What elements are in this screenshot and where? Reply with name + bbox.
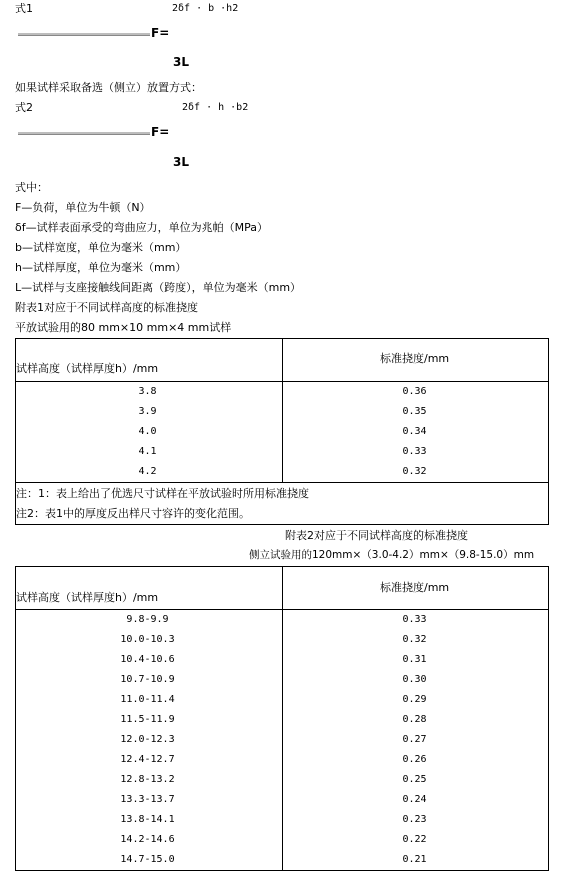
table2-cell-deflection: 0.32 <box>402 634 427 645</box>
table1-header-height: 试样高度（试样厚度h）/mm <box>16 362 159 375</box>
table2-cell-deflection: 0.30 <box>402 674 427 685</box>
table2-cell-deflection: 0.21 <box>402 854 427 865</box>
table2-cell-height: 12.8-13.2 <box>120 774 175 785</box>
table2-cell-deflection: 0.31 <box>402 654 427 665</box>
table1-subcaption: 平放试验用的80 mm×10 mm×4 mm试样 <box>15 321 232 334</box>
table2-cell-height: 14.7-15.0 <box>120 854 175 865</box>
table1-cell-deflection: 0.36 <box>402 386 427 397</box>
formula1-numerator: 2δf · b ·h2 <box>172 3 239 14</box>
formula1-f-label: F= <box>151 26 170 40</box>
definition-item: δf—试样表面承受的弯曲应力，单位为兆帕（MPa） <box>15 221 268 234</box>
table1-cell-deflection: 0.33 <box>402 446 427 457</box>
definition-item: b—试样宽度，单位为毫米（mm） <box>15 241 187 254</box>
table2-cell-height: 10.4-10.6 <box>120 654 175 665</box>
definition-item: h—试样厚度，单位为毫米（mm） <box>15 261 187 274</box>
table2-cell-height: 13.3-13.7 <box>120 794 175 805</box>
formula2-numerator: 2δf · h ·b2 <box>182 102 249 113</box>
table2-header-deflection: 标准挠度/mm <box>380 581 450 594</box>
table1-cell-deflection: 0.32 <box>402 466 427 477</box>
table2-cell-deflection: 0.26 <box>402 754 427 765</box>
alternate-placement-text: 如果试样采取备选（侧立）放置方式： <box>15 81 202 94</box>
table2-cell-deflection: 0.25 <box>402 774 427 785</box>
table2-caption: 附表2对应于不同试样高度的标准挠度 <box>285 529 468 542</box>
table1-caption: 附表1对应于不同试样高度的标准挠度 <box>15 301 198 314</box>
formula1-denominator: 3L <box>173 55 189 69</box>
definitions-intro: 式中： <box>15 181 48 194</box>
table1-header-deflection: 标准挠度/mm <box>380 352 450 365</box>
formula2-label: 式2 <box>15 101 33 114</box>
table2-cell-deflection: 0.29 <box>402 694 427 705</box>
table1-note: 注2：表1中的厚度反出样尺寸容许的变化范围。 <box>16 507 250 520</box>
table2-cell-height: 13.8-14.1 <box>120 814 175 825</box>
table2-subcaption: 侧立试验用的120mm×（3.0-4.2）mm×（9.8-15.0）mm <box>249 549 535 561</box>
table2-cell-height: 12.4-12.7 <box>120 754 175 765</box>
table2-cell-height: 11.0-11.4 <box>120 694 175 705</box>
table1-cell-height: 4.1 <box>138 446 157 457</box>
formula2-fraction-line <box>18 132 150 135</box>
table2-cell-deflection: 0.28 <box>402 714 427 725</box>
table2-cell-deflection: 0.27 <box>402 734 427 745</box>
formula1-label: 式1 <box>15 2 33 15</box>
table2-cell-height: 9.8-9.9 <box>126 614 169 625</box>
formula1-fraction-line <box>18 33 150 36</box>
table1-cell-deflection: 0.34 <box>402 426 427 437</box>
table2-cell-deflection: 0.22 <box>402 834 427 845</box>
table1-cell-deflection: 0.35 <box>402 406 427 417</box>
table2-cell-deflection: 0.23 <box>402 814 427 825</box>
table1-cell-height: 3.9 <box>138 406 157 417</box>
table2-cell-height: 11.5-11.9 <box>120 714 175 725</box>
table2-cell-height: 14.2-14.6 <box>120 834 175 845</box>
table1-cell-height: 3.8 <box>138 386 157 397</box>
table1-cell-height: 4.0 <box>138 426 157 437</box>
table2-header-height: 试样高度（试样厚度h）/mm <box>16 591 159 604</box>
table1-note: 注：1：表上给出了优选尺寸试样在平放试验时所用标准挠度 <box>16 487 309 500</box>
table2-cell-height: 10.7-10.9 <box>120 674 175 685</box>
table2-cell-deflection: 0.24 <box>402 794 427 805</box>
definition-item: L—试样与支座接触线间距离（跨度），单位为毫米（mm） <box>15 281 302 294</box>
table1-cell-height: 4.2 <box>138 466 157 477</box>
formula2-denominator: 3L <box>173 155 189 169</box>
table2-cell-height: 12.0-12.3 <box>120 734 175 745</box>
table2-cell-height: 10.0-10.3 <box>120 634 175 645</box>
formula2-f-label: F= <box>151 125 170 139</box>
table2-cell-deflection: 0.33 <box>402 614 427 625</box>
definition-item: F—负荷，单位为牛顿（N） <box>15 201 151 214</box>
